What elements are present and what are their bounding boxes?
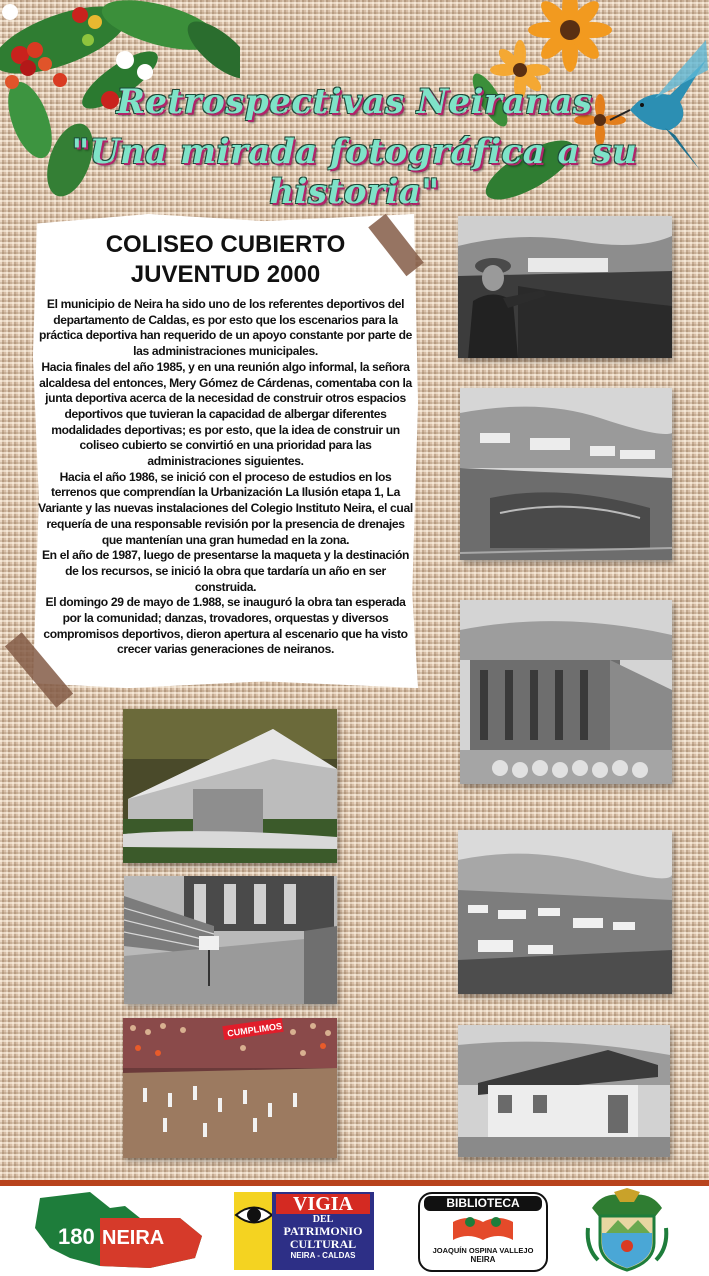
vigia-line1: DEL [312,1214,334,1225]
vigia-line3: CULTURAL [289,1237,357,1251]
vigia-line2: PATRIMONIO [283,1224,363,1238]
title-line-2: "Una mirada fotográfica a su historia" [71,132,638,212]
photo-coliseum-interior [124,876,337,1004]
paragraph-1: El municipio de Neira ha sido uno de los referentes deportivos del departamento de Caldas, es por esto que los escenarios para la práctica deportiva han requerido de un apoyo constante por parte de las administraciones municipales. [38,297,413,359]
logo-vigia-patrimonio [234,1192,374,1270]
logo-180-name: NEIRA [102,1227,165,1249]
eye-icon [234,1200,274,1230]
photo-coliseum-exterior-bw [458,1025,670,1157]
logo-180-number: 180 [58,1224,95,1249]
biblioteca-name: JOAQUÍN OSPINA VALLEJO [432,1246,534,1255]
biblioteca-city: NEIRA [470,1255,496,1264]
book-readers-icon [448,1212,518,1244]
logo-180-neira [30,1188,210,1274]
biblioteca-title: BIBLIOTECA [424,1196,542,1211]
photo-town-panorama [458,830,672,994]
paragraph-4: En el año de 1987, luego de presentarse la maqueta y la destinación de los recursos, se inició la obra que tardaría un año en ser construida. [41,548,410,594]
title-line-1: Retrospectivas Neiranas [116,82,593,122]
paragraph-2: Hacia finales del año 1985, y en una reunión algo informal, la señora alcaldesa del entonces, Mery Gómez de Cárdenas, comentaba con la junta deportiva acerca de la necesidad de construir otros espacios deportivos que tuvieran la capacidad de albergar diferentes modalidades deportivas; es por esto, que la idea de construir un coliseo cubierto se convirtió en una prioridad para las administraciones siguientes. [39,359,412,469]
article-heading [33,230,418,290]
heading-line-1: COLISEO CUBIERTO [105,231,346,258]
photo-construction [460,600,672,784]
vigia-line4: NEIRA - CALDAS [290,1251,356,1260]
logo-biblioteca [418,1192,548,1272]
photo-terrain-overview [460,388,672,560]
paragraph-3: Hacia el año 1986, se inició con el proceso de estudios en los terrenos que comprendían la Urbanización La Ilusión etapa 1, La Variante y las nuevas instalaciones del Colegio Instituto Neira, el cual requería de una responsable revisión por la presencia de drenajes que mantenían una gran humedad en la zona. [38,469,413,547]
photo-inauguration-crowd [123,1018,337,1158]
banner-text: CUMPLIMOS [226,1021,283,1039]
photo-coliseum-exterior-color [123,709,337,863]
article-body [38,297,413,658]
coat-of-arms-icon [584,1188,670,1272]
vigia-title: VIGIA [276,1194,370,1214]
paragraph-5: El domingo 29 de mayo de 1.988, se inauguró la obra tan esperada por la comunidad; danzas, trovadores, orquestas y diversos compromisos deportivos, dieron apertura al escenario que ha visto crecer varias generaciones de neiranos. [43,595,408,657]
heading-line-2: JUVENTUD 2000 [130,261,321,288]
photo-man-pointing [458,216,672,358]
